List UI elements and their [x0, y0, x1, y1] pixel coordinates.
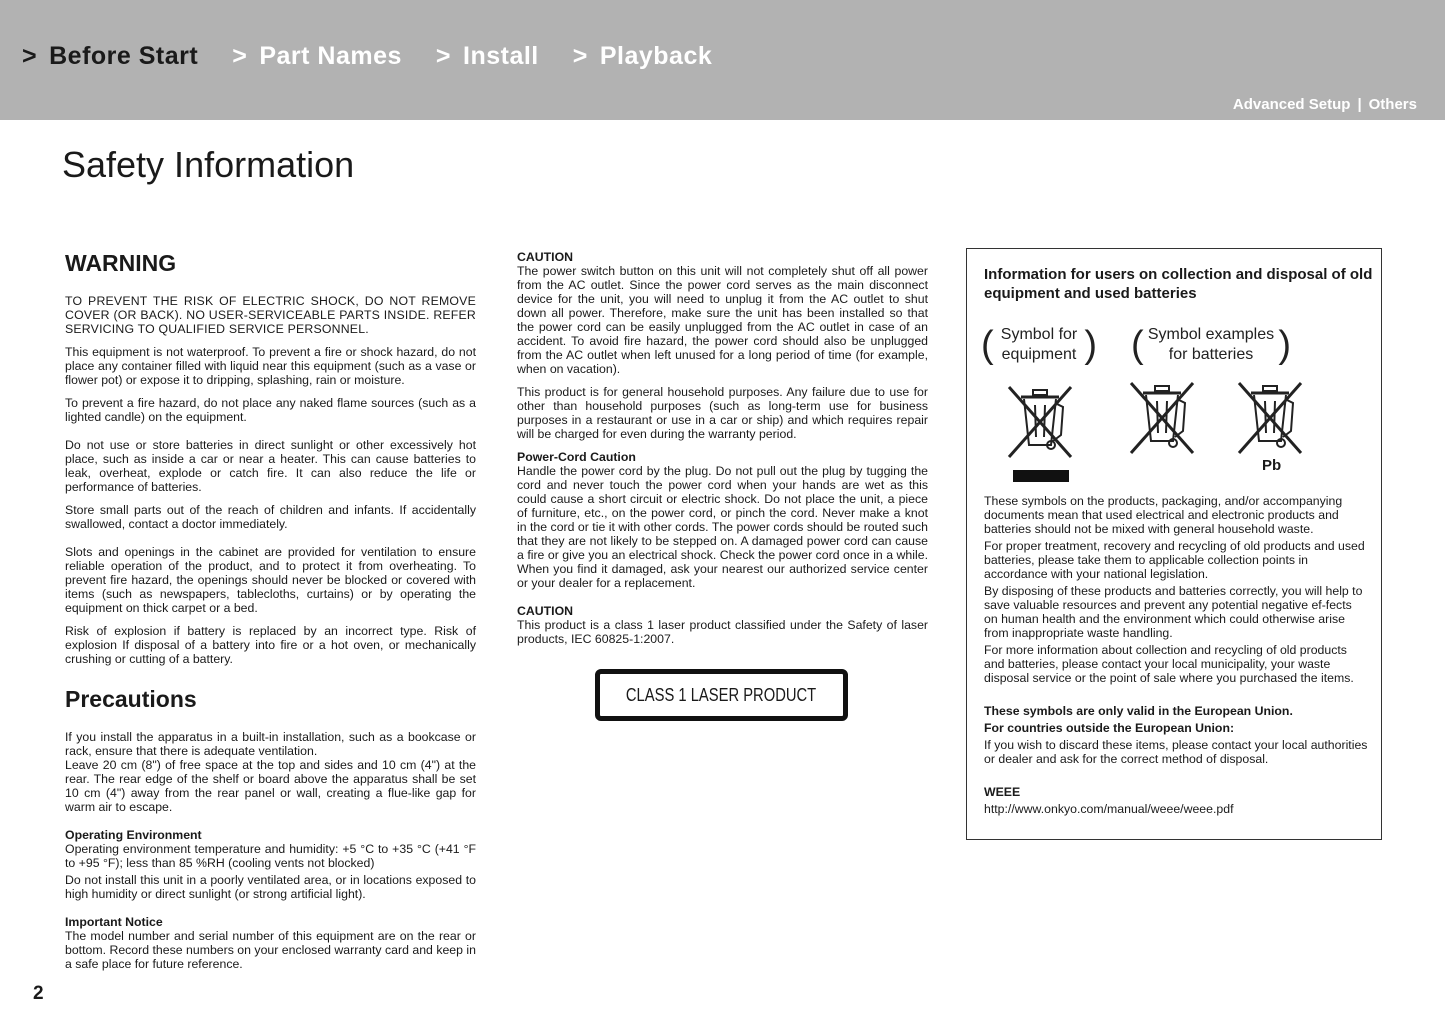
important-notice-heading: Important Notice — [65, 915, 163, 929]
power-cord-heading: Power-Cord Caution — [517, 450, 636, 464]
column-left — [65, 250, 476, 971]
top-navigation-bar — [0, 0, 1445, 120]
info-paragraph: For more information about collection and recycling of old products and batteries, please contact your local municipality, your waste disposal service or the point of sale where you purchased the items. — [984, 643, 1354, 685]
nav-install[interactable] — [436, 42, 539, 71]
eu-only-note: These symbols are only valid in the European Union. — [984, 704, 1293, 718]
nav-arrow-icon: > — [232, 42, 248, 70]
right-bracket-icon: ) — [1278, 324, 1291, 366]
crossed-bin-equipment-icon — [1005, 385, 1075, 461]
warning-paragraph: To prevent a fire hazard, do not place any naked flame sources (such as a lighted candle) on the equipment. — [65, 396, 476, 424]
important-notice-text: The model number and serial number of this equipment are on the rear or bottom. Record these numbers on your enclosed warranty card and keep in a safe place for future reference. — [65, 929, 476, 971]
nav-others[interactable]: Others — [1368, 96, 1417, 113]
equipment-symbol-label — [981, 324, 1097, 366]
info-paragraph: For proper treatment, recovery and recycling of old products and used batteries, please take them to applicable collection points in accordance with your national legislation. — [984, 539, 1365, 581]
precautions-heading: Precautions — [65, 686, 197, 712]
nav-arrow-icon: > — [435, 42, 451, 70]
column-middle — [517, 250, 928, 646]
label-line: equipment — [1001, 346, 1077, 363]
warning-paragraph: Do not use or store batteries in direct sunlight or other excessively hot place, such as inside a car or near a heater. This can cause batteries to leak, overheat, explode or catch fire. It can also reduce the life or performance of batteries. — [65, 438, 476, 494]
page-title: Safety Information — [62, 144, 355, 185]
disposal-info-box — [966, 248, 1382, 840]
power-cord-text: Handle the power cord by the plug. Do not pull out the plug by tugging the cord and never touch the power cord when your hands are wet as this could cause a short circuit or electric shock. Do not place the unit, a piece of furniture, etc., on the power cord, or pinch the cord. Never make a knot in the cord or tie it with other cords. The power cords should be routed such that they are not likely to be stepped on. A damaged power cord can cause a fire or give you an electrical shock. Check the power cord once in a while. When you find it damaged, ask your nearest our authorized service center or your dealer for a replacement. — [517, 464, 928, 590]
nav-arrow-icon: > — [572, 42, 588, 70]
operating-environment-text: Operating environment temperature and humidity: +5 °C to +35 °C (+41 °F to +95 °F); less than 85 %RH (cooling vents not blocked) — [65, 842, 476, 870]
precautions-paragraph: If you install the apparatus in a built-in installation, such as a bookcase or rack, ensure that there is adequate ventilation. — [65, 730, 476, 758]
label-line: Symbol for — [1000, 326, 1078, 343]
nav-before-start[interactable] — [22, 42, 198, 71]
class1-laser-label — [595, 669, 848, 721]
laser-label-text: CLASS 1 LASER PRODUCT — [626, 684, 817, 705]
info-box-body — [984, 494, 1368, 816]
black-bar-marker — [1013, 470, 1069, 482]
outside-eu-heading: For countries outside the European Union: — [984, 721, 1235, 735]
nav-label: Install — [463, 42, 539, 70]
caution-heading: CAUTION — [517, 604, 574, 618]
caution-power-text: The power switch button on this unit will not completely shut off all power from the AC outlet. Since the power cord serves as the main disconnect device for the unit, you will need to unplug it from the AC outlet to shut down all power. Therefore, make sure the unit has been installed so that the power cord can be easily unplugged from the AC outlet in case of an accident. To avoid fire hazard, the power cord should also be unplugged from the AC outlet when left unused for a long period of time (for example, when on vacation). — [517, 264, 928, 376]
warning-paragraph: Risk of explosion if battery is replaced by an incorrect type. Risk of explosion If disposal of a battery into fire or a hot oven, or mechanically crushing or cutting of a battery. — [65, 624, 476, 666]
warning-heading: WARNING — [65, 250, 177, 276]
warning-paragraph: Store small parts out of the reach of children and infants. If accidentally swallowed, contact a doctor immediately. — [65, 503, 476, 531]
nav-part-names[interactable] — [232, 42, 402, 71]
operating-environment-text: Do not install this unit in a poorly ventilated area, or in locations exposed to high humidity or direct sunlight (or strong artificial light). — [65, 873, 476, 901]
warning-paragraph: This equipment is not waterproof. To prevent a fire or shock hazard, do not place any container filled with liquid near this equipment (such as a vase or flower pot) or expose it to dripping, splashing, rain or moisture. — [65, 345, 476, 387]
nav-playback[interactable] — [573, 42, 713, 71]
precautions-paragraph: Leave 20 cm (8") of free space at the top and sides and 10 cm (4") at the rear. The rear edge of the shelf or board above the apparatus shall be set 10 cm (4") away from the rear panel or wall, creating a flue-like gap for warm air to escape. — [65, 758, 476, 814]
operating-environment-heading: Operating Environment — [65, 828, 202, 842]
nav-label: Part Names — [259, 42, 402, 70]
warning-paragraph: Slots and openings in the cabinet are provided for ventilation to ensure reliable operation of the product, and to protect it from overheating. To prevent fire hazard, the openings should never be blocked or covered with items (such as newspapers, tablecloths, curtains) or by operating the equipment on thick carpet or a bed. — [65, 545, 476, 615]
nav-separator: | — [1357, 96, 1362, 113]
info-paragraph: These symbols on the products, packaging, and/or accompanying documents mean that used electrical and electronic products and batteries should not be mixed with general household waste. — [984, 494, 1343, 536]
label-line: Symbol examples — [1147, 326, 1275, 343]
crossed-bin-battery-icon — [1127, 381, 1197, 457]
laser-caution-text: This product is a class 1 laser product classified under the Safety of laser products, IEC 60825-1:2007. — [517, 618, 928, 646]
label-line: for batteries — [1168, 346, 1254, 363]
pb-label: Pb — [1262, 457, 1282, 474]
nav-label: Playback — [599, 42, 713, 70]
left-bracket-icon: ( — [981, 324, 994, 366]
info-box-title: Information for users on collection and disposal of old equipment and used batteries — [984, 266, 1373, 302]
right-bracket-icon: ) — [1084, 324, 1097, 366]
nav-label: Before Start — [49, 42, 199, 70]
nav-advanced-setup[interactable]: Advanced Setup — [1232, 96, 1351, 113]
main-nav — [22, 42, 746, 71]
weee-url-link[interactable]: http://www.onkyo.com/manual/weee/weee.pdf — [984, 802, 1234, 816]
battery-symbol-label — [1131, 324, 1291, 366]
outside-eu-text: If you wish to discard these items, please contact your local authorities or dealer and ask for the correct method of disposal. — [984, 738, 1368, 766]
crossed-bin-battery-pb-icon — [1235, 381, 1305, 457]
info-paragraph: By disposing of these products and batteries correctly, you will help to save valuable resources and prevent any potential negative ef-fects on human health and the environment which could otherwise arise from inappropriate waste handling. — [984, 584, 1363, 640]
warning-caps-text: TO PREVENT THE RISK OF ELECTRIC SHOCK, DO NOT REMOVE COVER (OR BACK). NO USER-SERVICEABLE PARTS INSIDE. REFER SERVICING TO QUALIFIED SERVICE PERSONNEL. — [65, 294, 476, 336]
caution-heading: CAUTION — [517, 250, 574, 264]
sub-nav — [1233, 96, 1417, 113]
weee-heading: WEEE — [984, 785, 1021, 799]
page-number: 2 — [33, 983, 44, 1004]
household-text: This product is for general household purposes. Any failure due to use for other than household purposes (such as long-term use for business purposes in a restaurant or use in a car or ship) and which requires repair will be charged for even during the warranty period. — [517, 385, 928, 441]
nav-arrow-icon: > — [22, 42, 38, 70]
left-bracket-icon: ( — [1131, 324, 1144, 366]
